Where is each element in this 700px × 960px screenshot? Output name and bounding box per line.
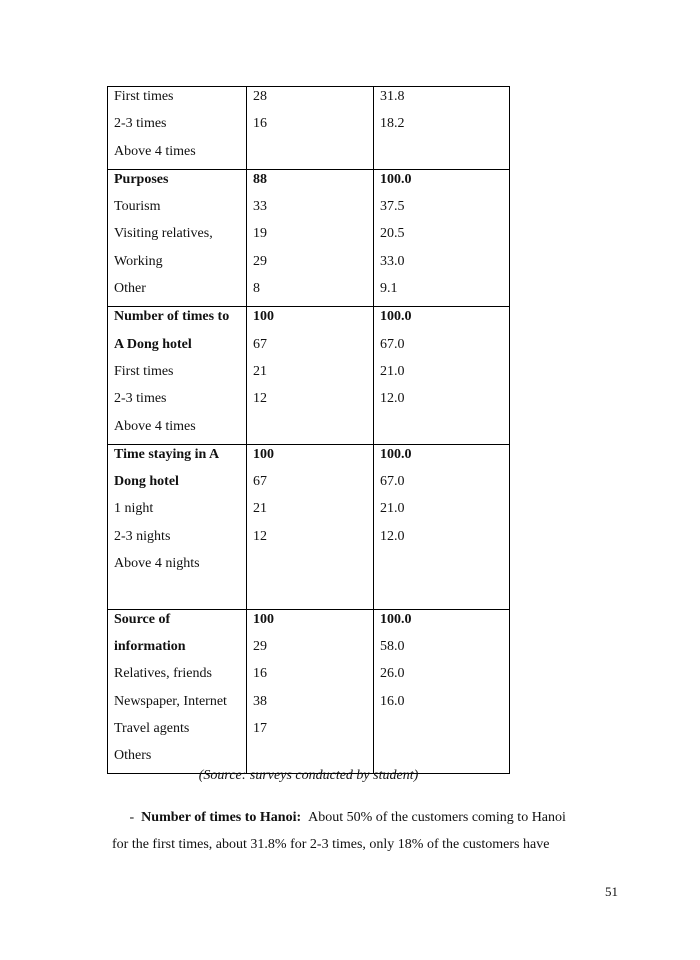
- table-row: [108, 87, 510, 170]
- cell-line: 33: [253, 199, 267, 215]
- cell-line: 100: [253, 309, 274, 325]
- cell-line: Tourism: [114, 199, 161, 215]
- table-cell: [108, 87, 247, 170]
- cell-line: 31.8: [380, 89, 405, 104]
- paragraph-bullet: -: [129, 810, 135, 825]
- cell-line: First times: [114, 363, 174, 379]
- cell-line: 16: [253, 116, 267, 132]
- survey-table-body: [108, 87, 510, 774]
- page-number: 51: [605, 884, 618, 899]
- cell-line: 33.0: [380, 253, 405, 269]
- cell-line: 38: [253, 693, 267, 709]
- cell-line: 2-3 times: [114, 391, 167, 407]
- cell-line: 12: [253, 391, 267, 407]
- table-row: [108, 609, 510, 774]
- cell-line: 19: [253, 226, 267, 242]
- table-cell: [374, 169, 510, 306]
- cell-line: 100.0: [380, 611, 412, 627]
- cell-line: 29: [253, 253, 267, 269]
- table-cell: [374, 444, 510, 609]
- cell-line: Above 4 nights: [114, 556, 200, 572]
- cell-line: 67.0: [380, 474, 405, 490]
- cell-line: Relatives, friends: [114, 666, 212, 682]
- cell-line: 28: [253, 89, 267, 104]
- cell-line: Dong hotel: [114, 474, 179, 490]
- cell-line: 21.0: [380, 363, 405, 379]
- cell-line: information: [114, 638, 186, 654]
- cell-line: 67.0: [380, 336, 405, 352]
- cell-line: 21: [253, 363, 267, 379]
- cell-line: 29: [253, 638, 267, 654]
- paragraph-line-1-text: About 50% of the customers coming to Hanoi: [308, 810, 566, 825]
- table-cell: [247, 87, 374, 170]
- cell-line: 9.1: [380, 281, 398, 297]
- table-row: [108, 169, 510, 306]
- cell-line: 1 night: [114, 501, 154, 517]
- table-cell: [108, 307, 247, 444]
- cell-line: 12.0: [380, 528, 405, 544]
- table-cell: [374, 307, 510, 444]
- paragraph-line-2: for the first times, about 31.8% for 2-3 times, only 18% of the customers have: [112, 837, 550, 852]
- cell-line: [114, 581, 240, 608]
- cell-line: Others: [114, 748, 152, 764]
- cell-line: 88: [253, 171, 267, 187]
- cell-line: 2-3 nights: [114, 528, 171, 544]
- cell-line: 16.0: [380, 693, 405, 709]
- table-cell: [108, 444, 247, 609]
- cell-line: Working: [114, 253, 163, 269]
- cell-line: Source of: [114, 611, 171, 627]
- survey-table: [107, 86, 510, 774]
- paragraph-heading: Number of times to Hanoi:: [141, 810, 302, 825]
- cell-line: 17: [253, 720, 267, 736]
- cell-line: 37.5: [380, 199, 405, 215]
- cell-line: 100: [253, 446, 274, 462]
- cell-line: 21.0: [380, 501, 405, 517]
- cell-line: 58.0: [380, 638, 405, 654]
- table-cell: [108, 609, 247, 774]
- cell-line: 12.0: [380, 391, 405, 407]
- cell-line: 100.0: [380, 171, 412, 187]
- cell-line: Number of times to: [114, 309, 230, 325]
- cell-line: 26.0: [380, 666, 405, 682]
- cell-line: 100.0: [380, 309, 412, 325]
- cell-line: First times: [114, 89, 174, 104]
- cell-line: 12: [253, 528, 267, 544]
- cell-line: 67: [253, 336, 267, 352]
- cell-line: A Dong hotel: [114, 336, 192, 352]
- table-row: [108, 307, 510, 444]
- cell-line: 100: [253, 611, 274, 627]
- table-cell: [374, 609, 510, 774]
- table-cell: [247, 444, 374, 609]
- table-cell: [247, 307, 374, 444]
- table-cell: [247, 609, 374, 774]
- cell-line: 8: [253, 281, 260, 297]
- cell-line: Above 4 times: [114, 418, 196, 434]
- paragraph-line-1: [112, 808, 618, 828]
- table-cell: [247, 169, 374, 306]
- table-cell: [108, 169, 247, 306]
- cell-line: 100.0: [380, 446, 412, 462]
- source-note: (Source: surveys conducted by student): [198, 768, 419, 783]
- cell-line: 18.2: [380, 116, 405, 132]
- cell-line: 16: [253, 666, 267, 682]
- cell-line: 20.5: [380, 226, 405, 242]
- cell-line: 2-3 times: [114, 116, 167, 132]
- cell-line: Other: [114, 281, 146, 297]
- cell-line: Time staying in A: [114, 446, 220, 462]
- cell-line: Above 4 times: [114, 143, 196, 159]
- cell-line: 67: [253, 474, 267, 490]
- cell-line: Travel agents: [114, 720, 190, 736]
- cell-line: Purposes: [114, 171, 169, 187]
- cell-line: 21: [253, 501, 267, 517]
- cell-line: Visiting relatives,: [114, 226, 213, 242]
- table-cell: [374, 87, 510, 170]
- cell-line: Newspaper, Internet: [114, 693, 227, 709]
- table-row: [108, 444, 510, 609]
